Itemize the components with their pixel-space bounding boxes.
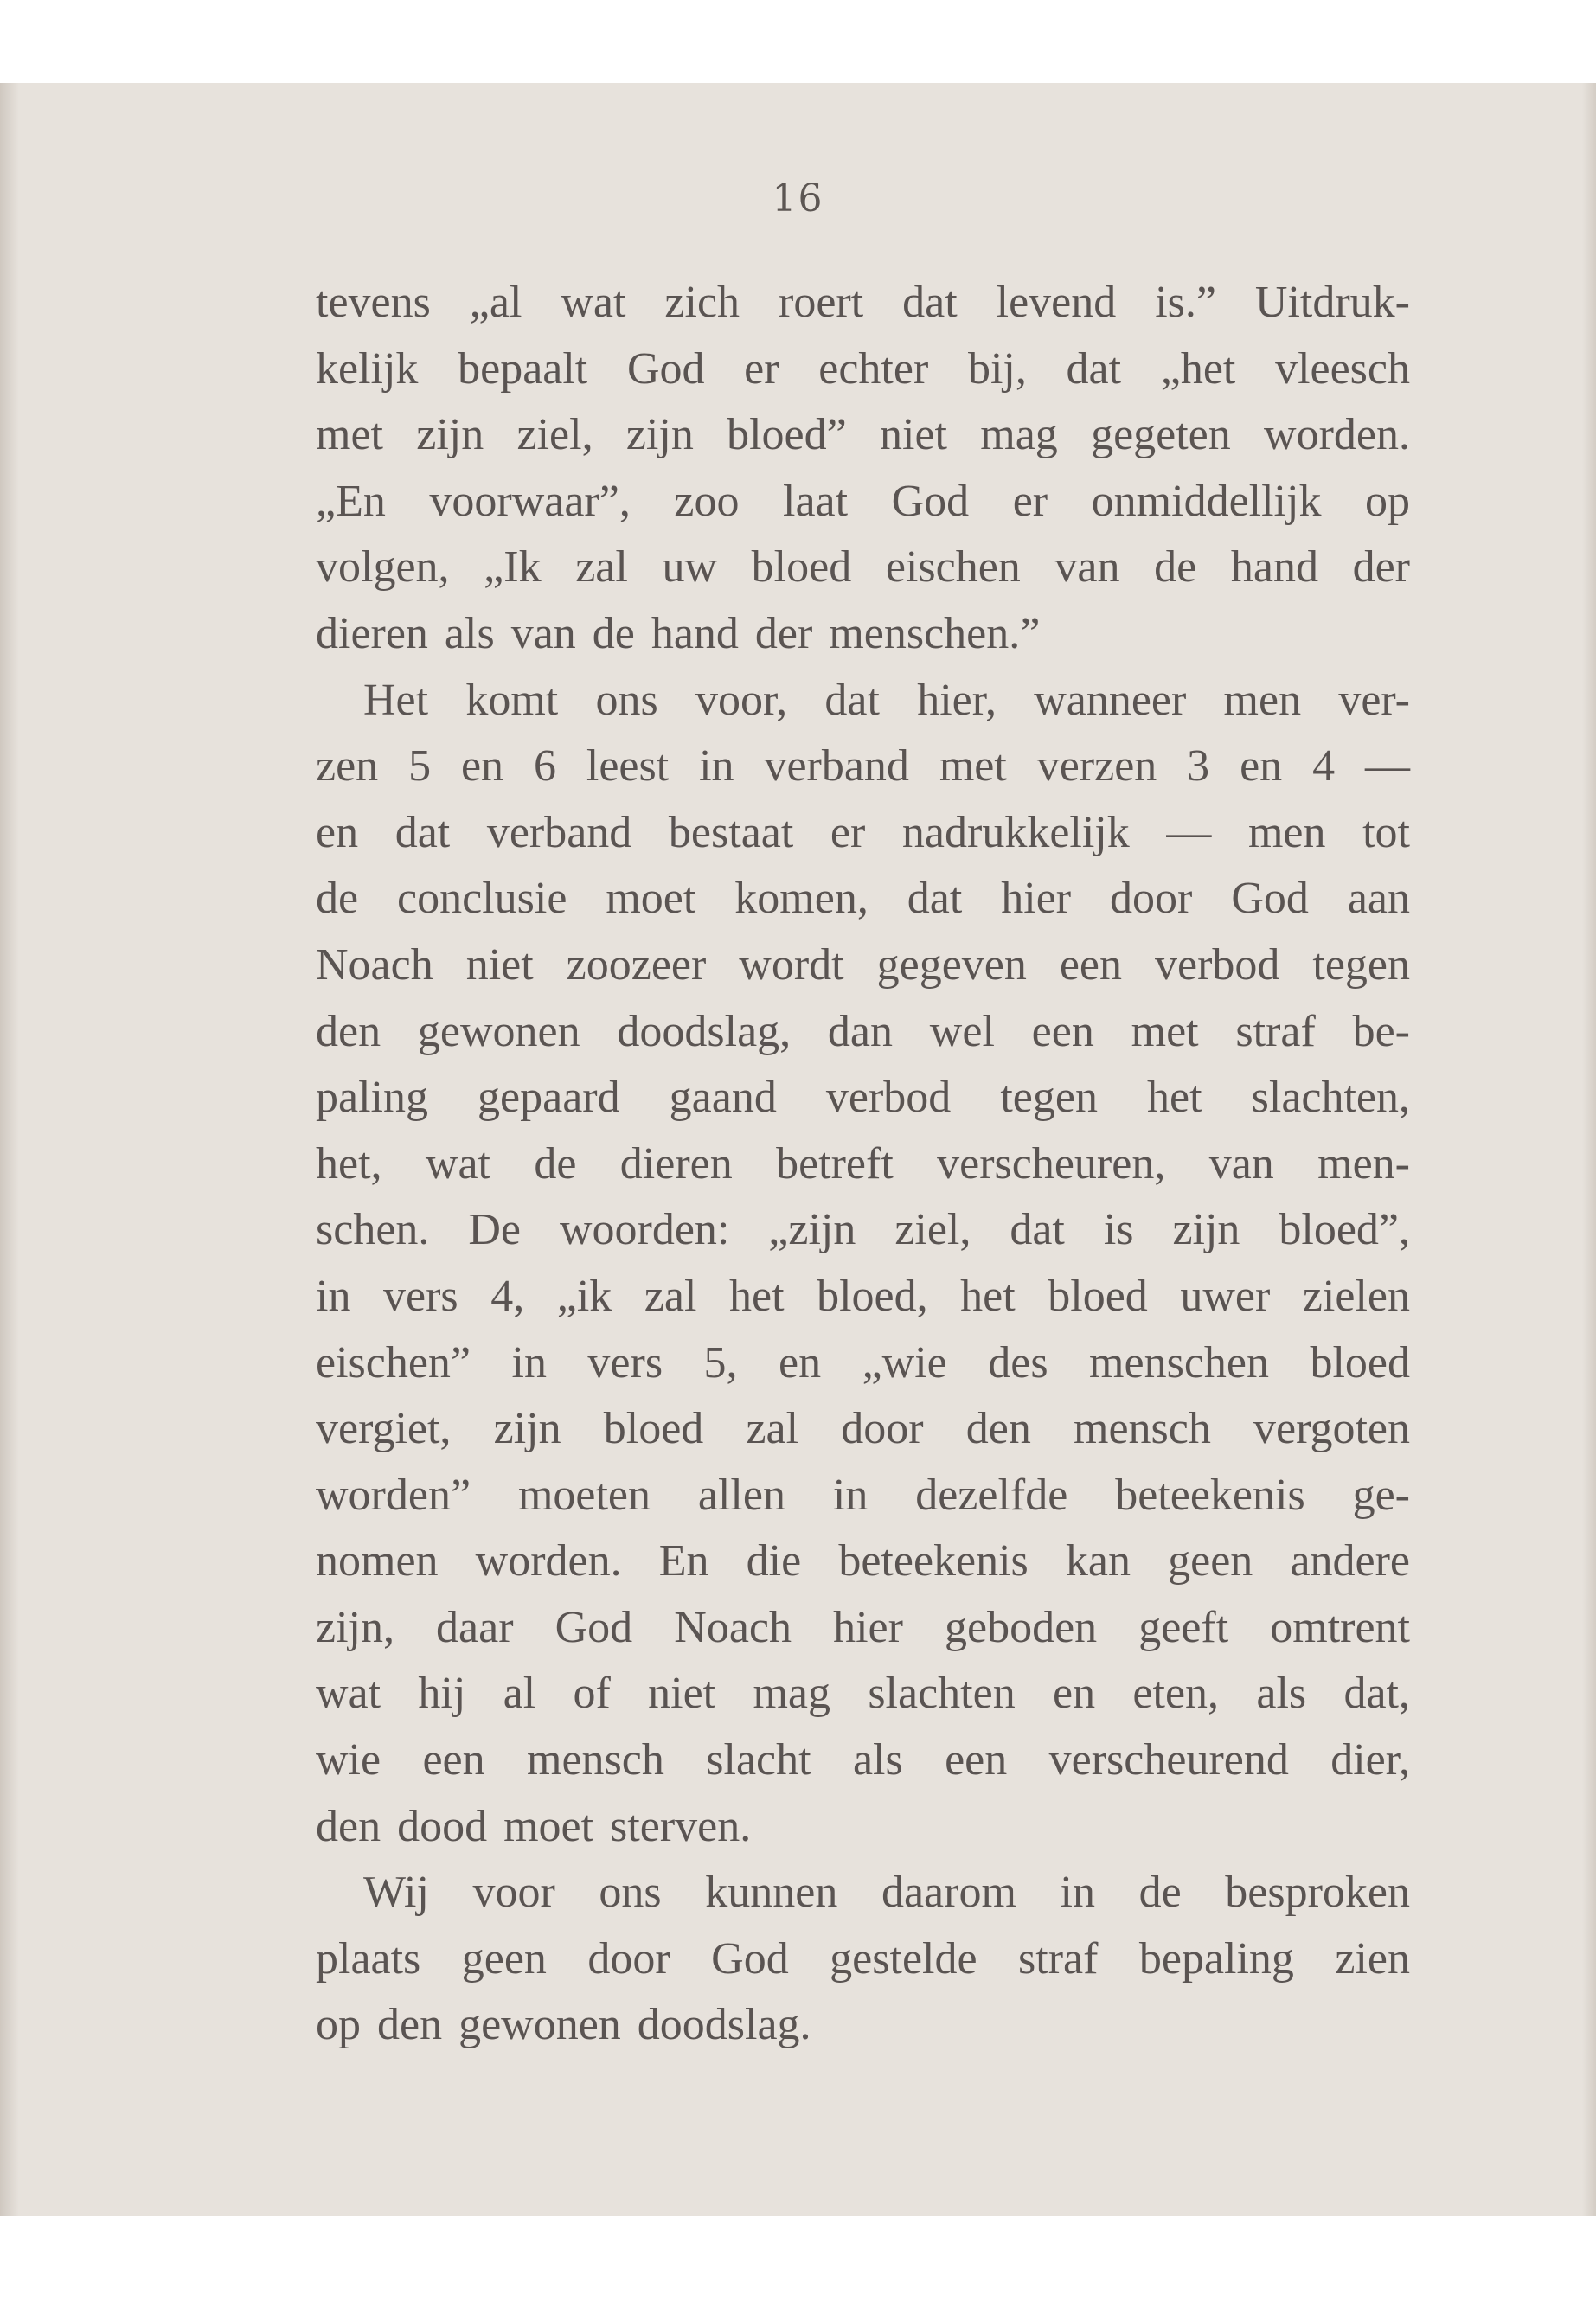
- page-number: 16: [772, 176, 824, 221]
- text-line: paling gepaard gaand verbod tegen het slachten,: [316, 1073, 1410, 1123]
- page-edge-shadow-right: [1582, 83, 1596, 2216]
- text-line: en dat verband bestaat er nadrukkelijk — men tot: [316, 807, 1410, 857]
- text-line: worden” moeten allen in dezelfde beteekenis ge-: [316, 1470, 1410, 1520]
- text-line: het, wat de dieren betreft verscheuren, van men-: [316, 1138, 1410, 1189]
- text-line: plaats geen door God gestelde straf bepaling zien: [316, 1933, 1410, 1984]
- text-line: de conclusie moet komen, dat hier door God aan: [316, 874, 1410, 924]
- text-line: den gewonen doodslag, dan wel een met straf be-: [316, 1006, 1410, 1056]
- text-line: wat hij al of niet mag slachten en eten, als dat,: [316, 1669, 1410, 1719]
- text-line: volgen, „Ik zal uw bloed eischen van de hand der: [316, 542, 1410, 593]
- page-edge-shadow-left: [0, 83, 19, 2216]
- text-line: zijn, daar God Noach hier geboden geeft omtrent: [316, 1602, 1410, 1652]
- text-line: zen 5 en 6 leest in verband met verzen 3 en 4 —: [316, 741, 1410, 792]
- text-line: nomen worden. En die beteekenis kan geen andere: [316, 1536, 1410, 1586]
- scanned-page: [0, 83, 1596, 2216]
- text-line: vergiet, zijn bloed zal door den mensch vergoten: [316, 1404, 1410, 1454]
- text-line: met zijn ziel, zijn bloed” niet mag gegeten worden.: [316, 410, 1410, 460]
- text-line: Het komt ons voor, dat hier, wanneer men ver-: [363, 675, 1410, 725]
- text-line: Noach niet zoozeer wordt gegeven een verbod tegen: [316, 939, 1410, 990]
- text-line: wie een mensch slacht als een verscheurend dier,: [316, 1735, 1410, 1785]
- text-line: „En voorwaar”, zoo laat God er onmiddellijk op: [316, 476, 1410, 526]
- text-line: in vers 4, „ik zal het bloed, het bloed uwer zielen: [316, 1271, 1410, 1321]
- text-line: schen. De woorden: „zijn ziel, dat is zijn bloed”,: [316, 1205, 1410, 1255]
- text-line: op den gewonen doodslag.: [316, 2000, 811, 2050]
- text-line: eischen” in vers 5, en „wie des menschen bloed: [316, 1337, 1410, 1388]
- text-line: dieren als van de hand der menschen.”: [316, 608, 1041, 658]
- text-line: den dood moet sterven.: [316, 1801, 752, 1851]
- text-line: Wij voor ons kunnen daarom in de besproken: [363, 1868, 1410, 1918]
- text-line: tevens „al wat zich roert dat levend is.” Uitdruk-: [316, 278, 1410, 327]
- body-text: [316, 270, 1410, 2059]
- text-line: kelijk bepaalt God er echter bij, dat „het vleesch: [316, 343, 1410, 394]
